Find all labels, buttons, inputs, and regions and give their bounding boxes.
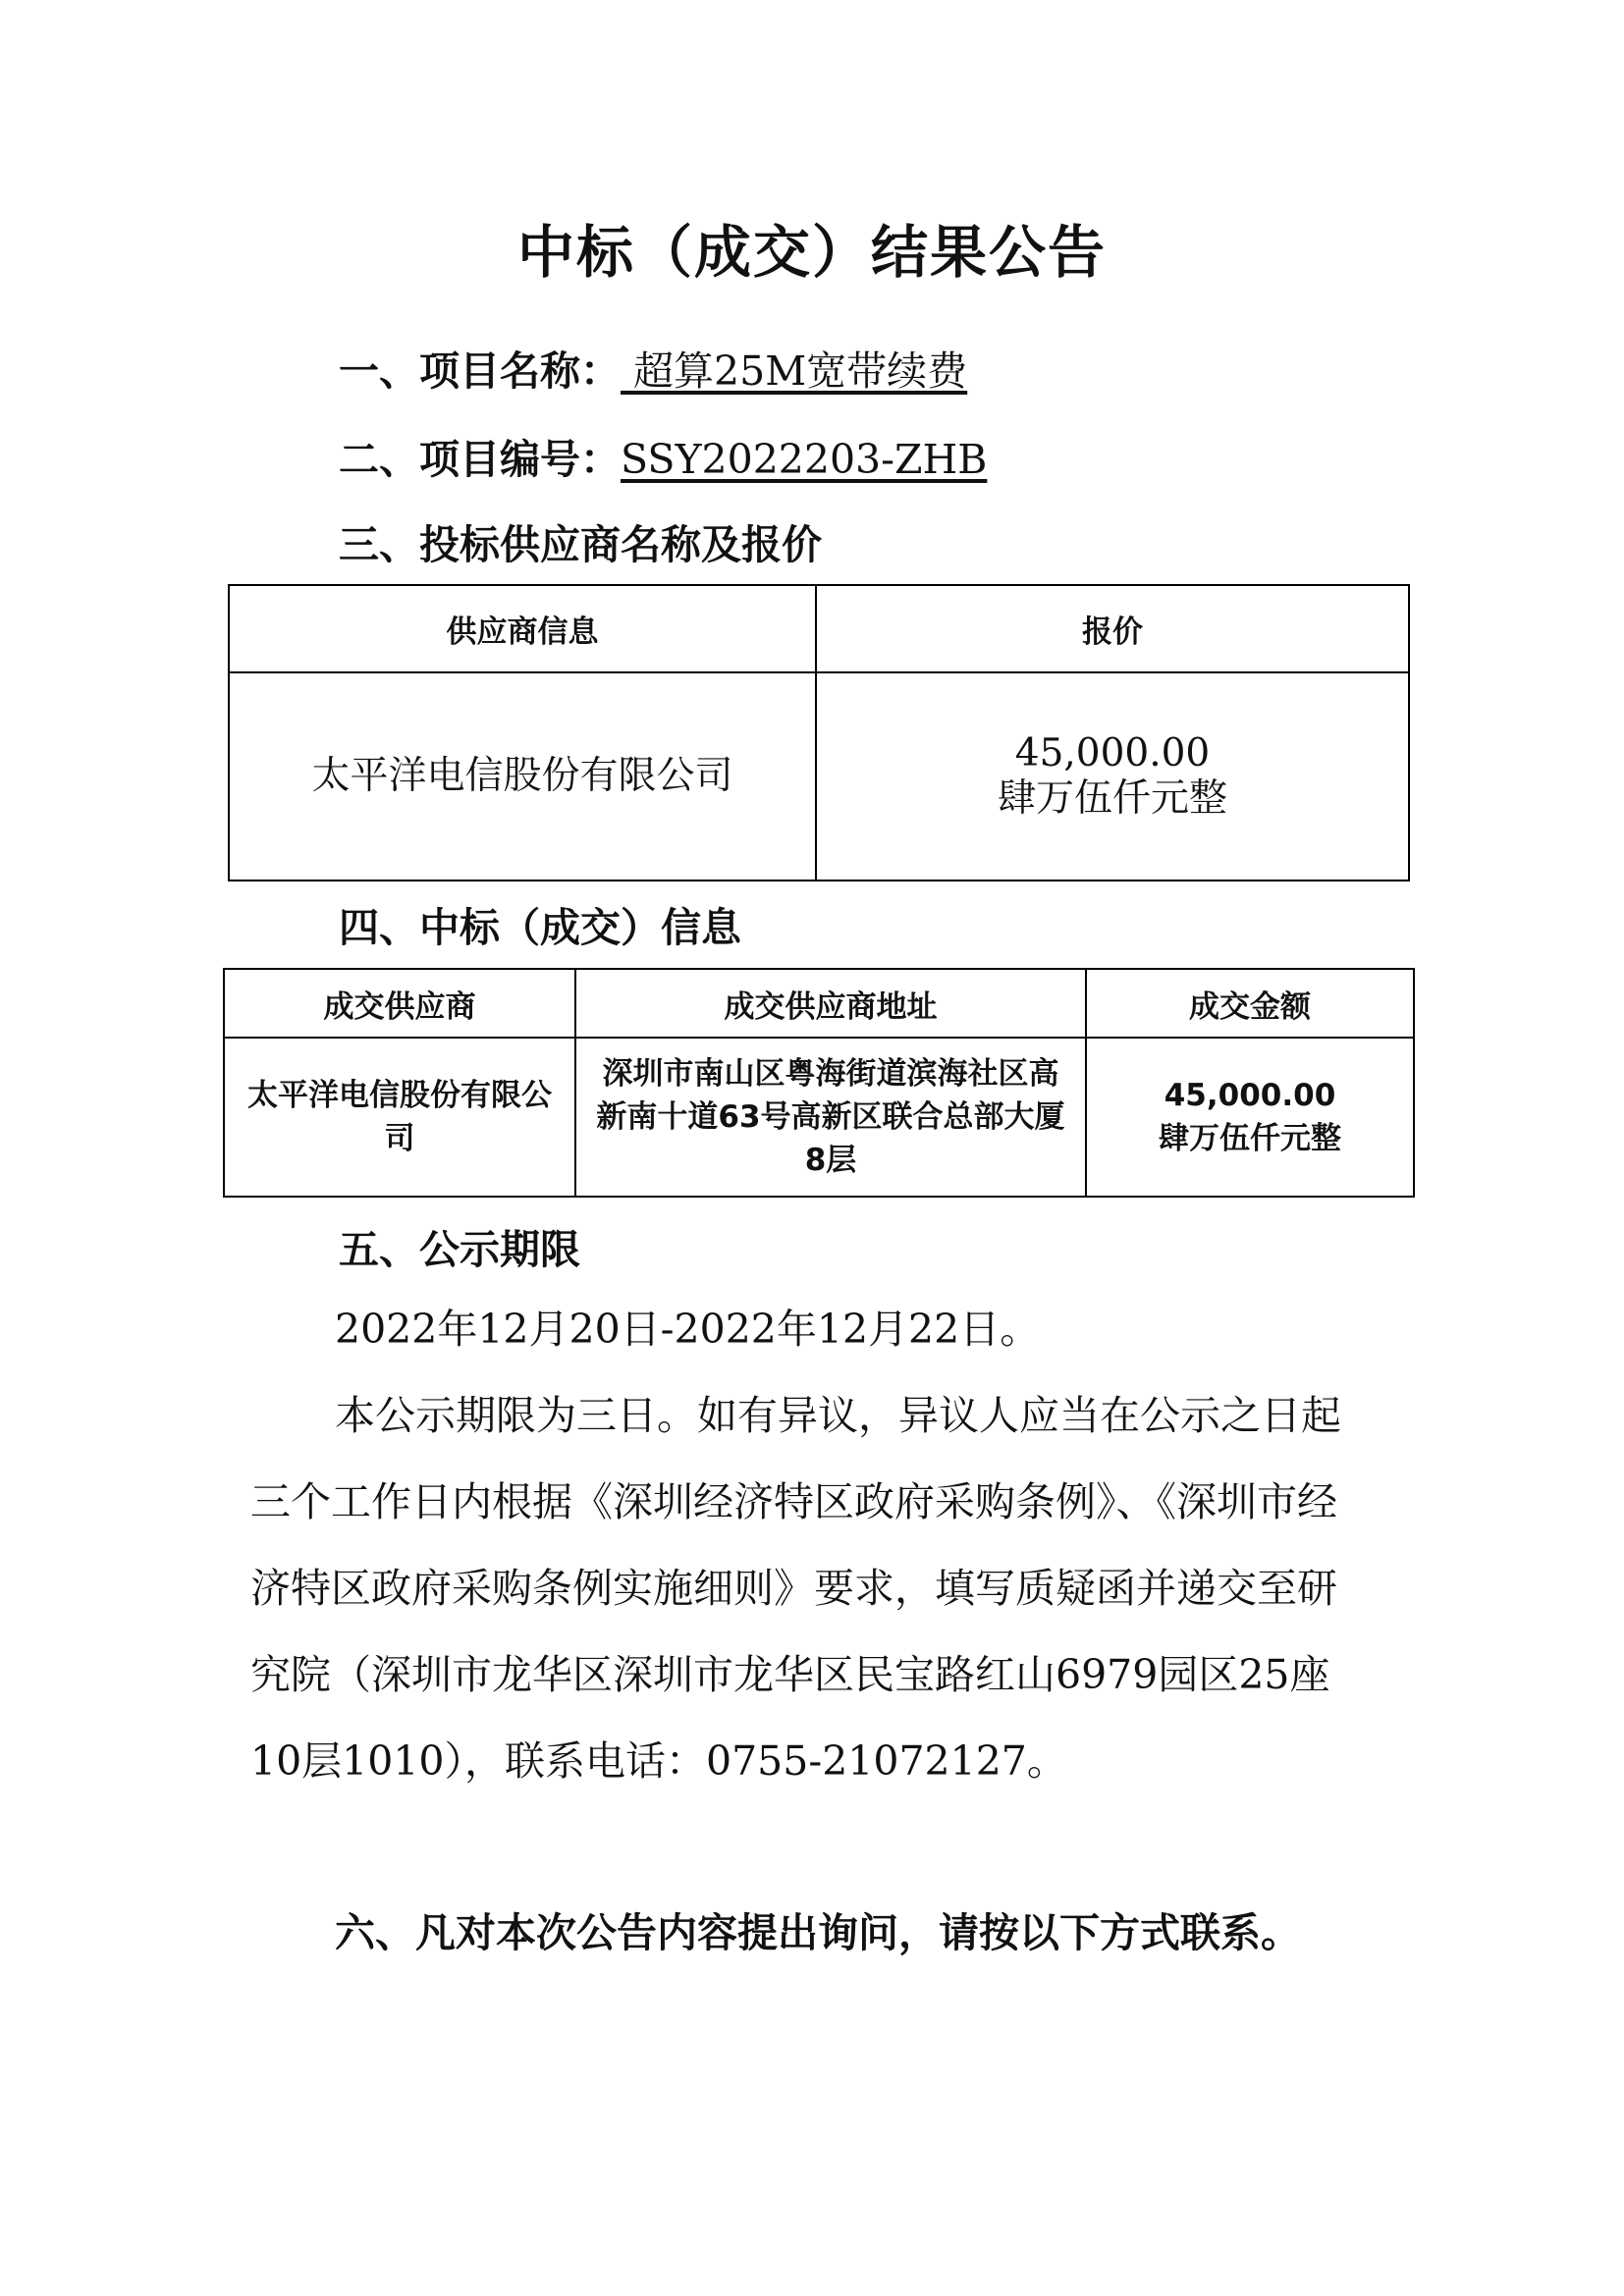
award-address-cell: 深圳市南山区粤海街道滨海社区高新南十道63号高新区联合总部大厦8层 — [575, 1038, 1086, 1197]
page-title: 中标（成交）结果公告 — [516, 219, 1107, 286]
bid-table — [228, 584, 1410, 881]
header-award-amount: 成交金额 — [1086, 969, 1414, 1038]
header-supplier-info: 供应商信息 — [229, 585, 816, 672]
table-header-row — [224, 969, 1414, 1038]
bid-amount-words: 肆万伍仟元整 — [997, 776, 1227, 821]
section4-heading: 四、中标（成交）信息 — [339, 904, 741, 951]
project-name-line — [339, 339, 967, 397]
header-award-address: 成交供应商地址 — [575, 969, 1086, 1038]
bid-amount: 45,000.00 — [1014, 731, 1211, 775]
header-quote: 报价 — [816, 585, 1409, 672]
table-row — [224, 1038, 1414, 1197]
project-name-label: 一、项目名称： — [339, 347, 621, 395]
table-row — [229, 672, 1409, 881]
award-amount-cell — [1086, 1038, 1414, 1197]
project-number-line — [339, 427, 987, 485]
award-amount-words: 肆万伍仟元整 — [1159, 1121, 1341, 1156]
award-amount: 45,000.00 — [1164, 1078, 1336, 1113]
table-header-row — [229, 585, 1409, 672]
award-supplier-cell: 太平洋电信股份有限公司 — [224, 1038, 575, 1197]
project-number-label: 二、项目编号： — [339, 436, 621, 483]
contact-section — [250, 1890, 1350, 1976]
bid-amount-cell — [816, 672, 1409, 881]
section5-heading: 五、公示期限 — [339, 1226, 580, 1273]
notice-period: 2022年12月20日-2022年12月22日。 — [335, 1306, 1041, 1353]
notice-body — [250, 1286, 1350, 1804]
header-award-supplier: 成交供应商 — [224, 969, 575, 1038]
notice-text: 本公示期限为三日。如有异议，异议人应当在公示之日起三个工作日内根据《深圳经济特区政府采购条例》、《深圳市经济特区政府采购条例实施细则》要求，填写质疑函并递交至研究院（深圳市龙华区深圳市龙华区民宝路红山6979园区25座10层1010），联系电话：0755-21072127。 — [250, 1392, 1341, 1785]
award-table — [223, 968, 1415, 1198]
contact-text: 六、凡对本次公告内容提出询问，请按以下方式联系。 — [335, 1909, 1301, 1956]
project-number-value: SSY2022203-ZHB — [621, 436, 988, 483]
bid-supplier-cell: 太平洋电信股份有限公司 — [229, 672, 816, 881]
project-name-value: 超算25M宽带续费 — [621, 347, 968, 395]
section3-heading: 三、投标供应商名称及报价 — [339, 521, 822, 568]
